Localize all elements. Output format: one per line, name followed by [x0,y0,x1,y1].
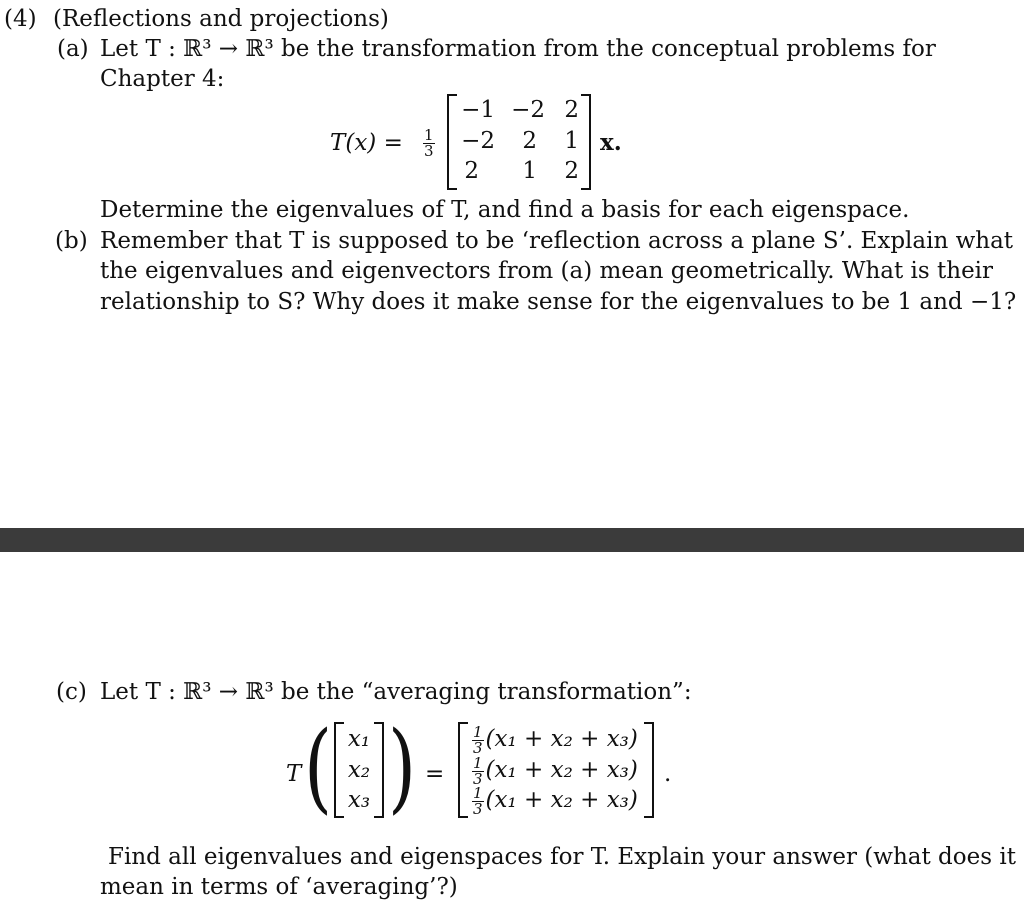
output-fraction [472,783,484,818]
part-a-fraction-den: 3 [424,142,434,160]
matrix-right-bracket [581,94,591,190]
part-c-equals: = [425,761,445,787]
part-c-output-vector [458,722,654,818]
right-paren: ) [388,709,417,824]
part-c-line3: mean in terms of ‘averaging’?) [100,874,458,900]
part-a-fraction-num: 1 [424,126,434,144]
output-row [470,785,638,817]
part-a-equation-lhs: T(x) = [330,130,403,156]
part-a-line2: Chapter 4: [100,66,225,92]
part-c-line1: Let T : ℝ³ → ℝ³ be the “averaging transformation”: [100,679,692,705]
part-a-line1: Let T : ℝ³ → ℝ³ be the transformation from the conceptual problems for [100,36,936,62]
section-divider [0,528,1024,552]
left-paren: ( [304,709,333,824]
matrix-cell: 2 [464,158,479,184]
output-fraction-num: 1 [473,753,483,772]
vector-left-bracket [334,722,344,818]
matrix-cell: −2 [461,128,495,154]
part-a-fraction [423,128,435,159]
vector-entry: x₁ [347,726,371,752]
output-left-bracket [458,722,468,818]
part-c-period: . [664,761,672,787]
output-fraction-den: 3 [473,738,483,757]
output-row-expr: (x₁ + x₂ + x₃) [485,757,638,783]
part-a-line3: Determine the eigenvalues of T, and find a basis for each eigenspace. [100,197,910,223]
matrix-cell: 1 [564,128,579,154]
matrix-cell: −1 [461,97,495,123]
problem-title: (Reflections and projections) [53,6,389,32]
part-b-line1: Remember that T is supposed to be ‘reflection across a plane S’. Explain what [100,228,1014,254]
output-fraction-den: 3 [473,769,483,788]
output-fraction [472,722,484,757]
output-fraction-den: 3 [473,799,483,818]
output-row [470,755,638,787]
output-fraction-num: 1 [473,783,483,802]
output-right-bracket [644,722,654,818]
vector-right-bracket [374,722,384,818]
part-b-line2: the eigenvalues and eigenvectors from (a) mean geometrically. What is their [100,258,994,284]
part-b-line3: relationship to S? Why does it make sense for the eigenvalues to be 1 and −1? [100,289,1017,315]
part-a-label: (a) [57,36,89,62]
matrix-cell: 2 [522,128,537,154]
output-fraction [472,753,484,788]
problem-number: (4) [4,6,37,32]
output-row [470,724,638,756]
part-c-line2: Find all eigenvalues and eigenspaces for T. Explain your answer (what does it [108,844,1016,870]
matrix-cell: −2 [511,97,545,123]
part-a-equation-rhs: x. [600,129,622,156]
output-row-expr: (x₁ + x₂ + x₃) [485,787,638,813]
matrix-cell: 2 [564,97,579,123]
matrix-cell: 1 [522,158,537,184]
output-fraction-num: 1 [473,722,483,741]
vector-entry: x₃ [347,787,371,813]
part-b-label: (b) [55,228,88,254]
part-a-matrix [447,94,591,190]
matrix-cell: 2 [564,158,579,184]
part-c-label: (c) [56,679,87,705]
part-c-equation-T: T [286,761,302,787]
output-row-expr: (x₁ + x₂ + x₃) [485,726,638,752]
vector-entry: x₂ [347,757,371,783]
part-c-input-vector [334,722,384,818]
